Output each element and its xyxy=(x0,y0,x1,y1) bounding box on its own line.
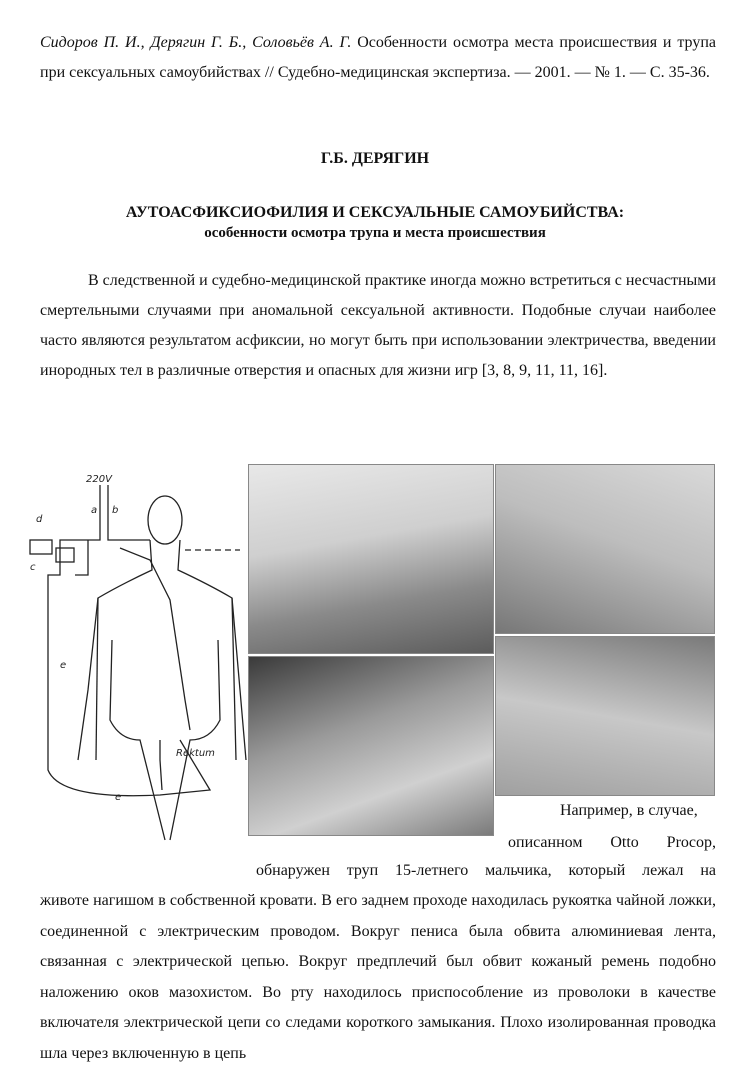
intro-paragraph-text: В следственной и судебно-медицинской практике иногда можно встретиться с несчастными смертельными случаями при аномальной сексуальной активности. Подобные случаи наиболее часто являются результатом асфиксии, но могут быть при использовании электричества, введении инородных тел в различные отверстия и опасных для жизни игр [3, 8, 9, 11, 11, 16]. xyxy=(40,272,716,379)
photo-bound-wrists xyxy=(495,464,715,634)
wrap-line-3: обнаружен труп 15-летнего мальчика, который лежал на xyxy=(256,862,716,879)
article-title: АУТОАСФИКСИОФИЛИЯ И СЕКСУАЛЬНЫЕ САМОУБИЙСТВА: xyxy=(125,204,625,221)
photo-genital-device xyxy=(495,636,715,796)
citation-text: Особенности осмотра места происшествия и трупа при сексуальных самоубийствах // Судебно-медицинская экспертиза. — 2001. — № 1. — С. 35-36. xyxy=(40,34,716,81)
photo-body-on-bed xyxy=(248,464,494,654)
diagram-label-e1: e xyxy=(60,660,67,671)
voltage-label: 220V xyxy=(86,474,112,485)
diagram-label-a: a xyxy=(91,505,98,516)
case-paragraph: животе нагишом в собственной кровати. В его заднем проходе находилась рукоятка чайной ложки, соединенной с электрическим проводом. Вокруг пениса была обвита алюминиевая лента, связанная с электрической цепью. Вокруг предплечий был обвит кожаный ремень подобно наложению оков мазохистом. Во рту находилось приспособление из проволоки в качестве включателя электрической цепи со следами короткого замыкания. Плохо изолированная проводка шла через включенную в цепь xyxy=(40,892,716,1062)
article-author: Г.Б. ДЕРЯГИН xyxy=(320,150,430,167)
diagram-label-d: d xyxy=(36,514,43,525)
photo-face-with-wire xyxy=(248,656,494,836)
rektum-label: Rektum xyxy=(176,748,215,759)
article-subtitle: особенности осмотра трупа и места происшествия xyxy=(204,225,546,241)
diagram-label-c: c xyxy=(30,562,36,573)
wrap-line-1: Например, в случае, xyxy=(560,802,698,819)
citation-authors: Сидоров П. И., Дерягин Г. Б., Соловьёв А. Г. xyxy=(40,34,352,51)
diagram-label-e2: e xyxy=(115,792,122,803)
diagram-label-b: b xyxy=(112,505,119,516)
wrap-line-2: описанном Otto Procop, xyxy=(508,834,716,851)
